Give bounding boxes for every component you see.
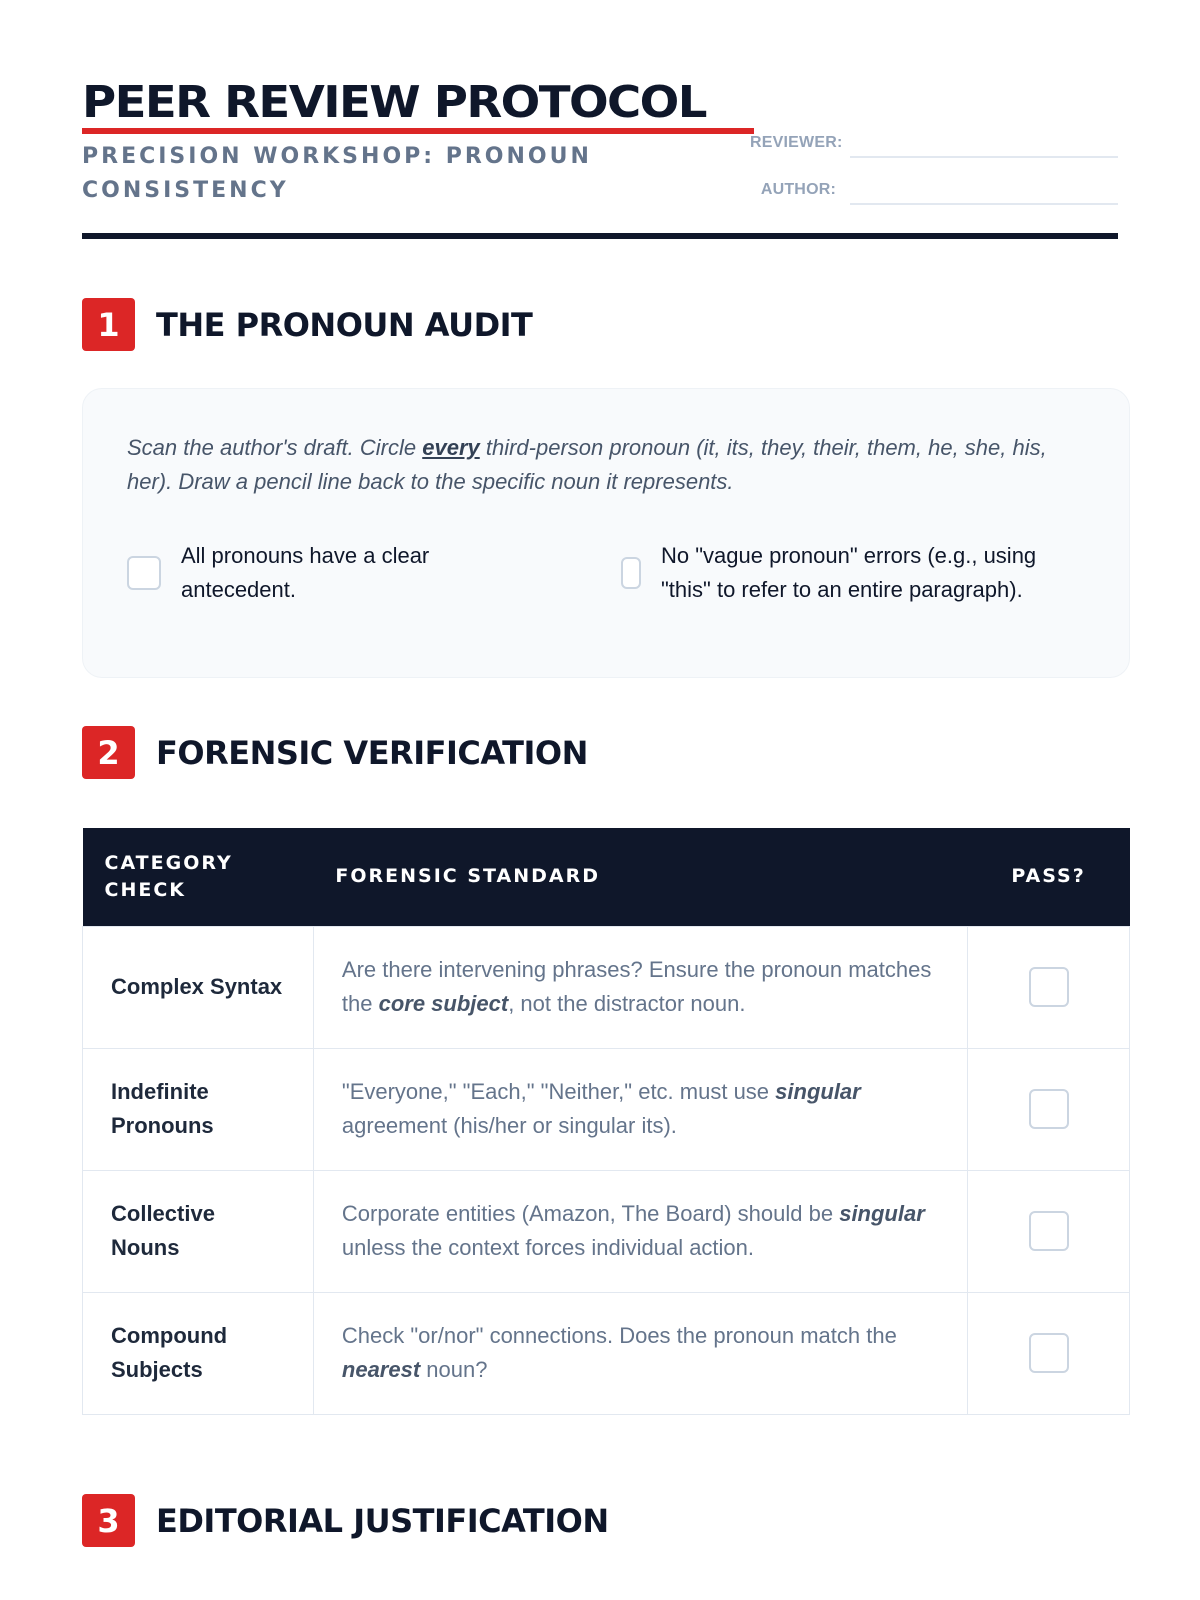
section-3-heading <box>82 1494 609 1547</box>
author-label: AUTHOR: <box>760 181 836 198</box>
standard-cell <box>313 1048 967 1170</box>
author-field[interactable] <box>850 175 1118 205</box>
audit-checklist <box>127 539 1085 607</box>
audit-check-item <box>621 539 1051 607</box>
pass-checkbox[interactable] <box>1029 1211 1069 1251</box>
standard-emphasis: singular <box>775 1079 861 1104</box>
antecedent-checkbox[interactable] <box>127 556 161 590</box>
standard-emphasis: core subject <box>378 991 509 1016</box>
table-row <box>83 926 1130 1048</box>
reviewer-row <box>750 128 1118 158</box>
section-3-number-badge: 3 <box>82 1494 135 1547</box>
standard-text: Check "or/nor" connections. Does the pronoun match the <box>341 1323 897 1348</box>
forensic-verification-table <box>82 828 1130 1415</box>
pass-checkbox[interactable] <box>1029 1089 1069 1129</box>
pass-checkbox[interactable] <box>1029 1333 1069 1373</box>
audit-check-label: All pronouns have a clear antecedent. <box>181 543 430 602</box>
audit-instructions-end: third-person pronoun (it, its, they, their, them, he, she, his, her). Draw a pencil line back to the specific noun it represents. <box>127 435 1047 494</box>
standard-emphasis: singular <box>839 1201 925 1226</box>
header-divider <box>82 233 1118 239</box>
standard-text: "Everyone," "Each," "Neither," etc. must use <box>341 1079 776 1104</box>
page-title: PEER REVIEW PROTOCOL <box>82 77 706 128</box>
table-row <box>83 1292 1130 1414</box>
table-header-row <box>83 828 1130 926</box>
document-header <box>82 0 1118 241</box>
reviewer-field[interactable] <box>850 128 1118 158</box>
title-underline <box>82 128 754 134</box>
table-row <box>83 1170 1130 1292</box>
standard-text: noun? <box>420 1357 488 1382</box>
column-header-pass: PASS? <box>968 828 1130 926</box>
category-cell: Complex Syntax <box>83 926 314 1048</box>
standard-emphasis: nearest <box>341 1357 421 1382</box>
pass-cell <box>968 1048 1130 1170</box>
section-1-number-badge: 1 <box>82 298 135 351</box>
reviewer-label: REVIEWER: <box>750 134 843 151</box>
pronoun-audit-card <box>82 388 1130 678</box>
audit-instructions-start: Scan the author's draft. Circle <box>127 435 423 460</box>
audit-instructions <box>127 431 1085 499</box>
section-1-title: THE PRONOUN AUDIT <box>156 305 533 344</box>
pass-checkbox[interactable] <box>1029 967 1069 1007</box>
section-2-heading <box>82 726 588 779</box>
standard-text: unless the context forces individual action. <box>341 1235 755 1260</box>
standard-cell <box>313 1170 967 1292</box>
author-row <box>750 175 1118 205</box>
audit-instructions-emphasis: every <box>422 435 480 460</box>
category-cell: Collective Nouns <box>83 1170 314 1292</box>
pass-cell <box>968 926 1130 1048</box>
section-1-heading <box>82 298 532 351</box>
standard-cell <box>313 1292 967 1414</box>
pass-cell <box>968 1292 1130 1414</box>
page-subtitle: PRECISION WORKSHOP: PRONOUN CONSISTENCY <box>82 144 592 203</box>
category-cell: Compound Subjects <box>83 1292 314 1414</box>
pass-cell <box>968 1170 1130 1292</box>
audit-check-item <box>127 539 621 607</box>
standard-cell <box>313 926 967 1048</box>
section-2-number-badge: 2 <box>82 726 135 779</box>
column-header-standard: FORENSIC STANDARD <box>313 828 967 926</box>
column-header-category: CATEGORY CHECK <box>83 828 314 926</box>
audit-check-label: No "vague pronoun" errors (e.g., using "this" to refer to an entire paragraph). <box>661 543 1037 602</box>
standard-text: , not the distractor noun. <box>508 991 746 1016</box>
section-3-title: EDITORIAL JUSTIFICATION <box>156 1501 609 1540</box>
section-2-title: FORENSIC VERIFICATION <box>156 733 588 772</box>
table-row <box>83 1048 1130 1170</box>
standard-text: Corporate entities (Amazon, The Board) should be <box>341 1201 840 1226</box>
standard-text: Are there intervening phrases? Ensure the pronoun matches the <box>341 957 932 1016</box>
category-cell: Indefinite Pronouns <box>83 1048 314 1170</box>
vague-pronoun-checkbox[interactable] <box>621 557 641 589</box>
standard-text: agreement (his/her or singular its). <box>341 1113 677 1138</box>
